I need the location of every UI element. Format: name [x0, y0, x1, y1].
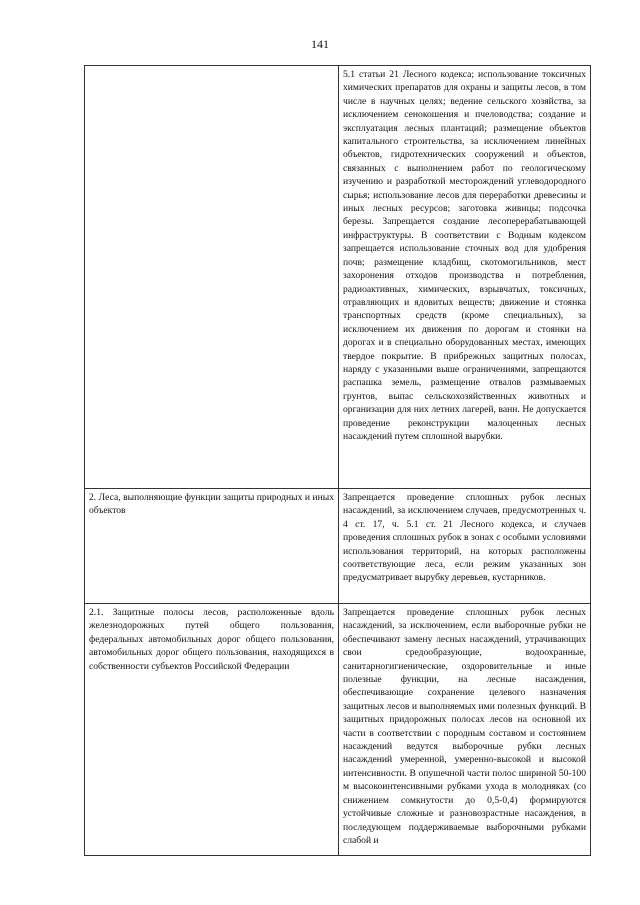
table-row	[85, 66, 591, 489]
page-number: 141	[311, 37, 329, 51]
regulations-table	[84, 65, 591, 856]
table-cell-restrictions	[339, 66, 591, 489]
table-row	[85, 604, 591, 856]
cell-text: 2. Леса, выполняющие функции защиты природных и иных объектов	[89, 492, 334, 517]
cell-text: Запрещается проведение сплошных рубок лесных насаждений, за исключением случаев, предусмотренных ч. 4 ст. 17, ч. 5.1 ст. 21 Лесного кодекса, и случаев проведения сплошных рубок в зонах с особыми условиями использования территорий, на которых расположены соответствующие леса, если режим указанных зон предусматривает вырубку деревьев, кустарников.	[343, 492, 586, 584]
table-row	[85, 489, 591, 604]
cell-text: 2.1. Защитные полосы лесов, расположенные вдоль железнодорожных путей общего пользования, федеральных автомобильных дорог общего пользования, автомобильных дорог общего пользования, находящихся в собственности субъектов Российской Федерации	[89, 607, 334, 672]
table-cell-restrictions	[339, 604, 591, 856]
table-cell-forest-category	[85, 604, 339, 856]
cell-text: 5.1 статьи 21 Лесного кодекса; использование токсичных химических препаратов для охраны и защиты лесов, в том числе в научных целях; ведение сельского хозяйства, за исключением сенокошения и пчеловодства; создание и эксплуатация лесных плантаций; размещение объектов капитального строительства, за исключением линейных объектов, гидротехнических сооружений и объектов, связанных с выполнением работ по геологическому изучению и разработкой месторождений углеводородного сырья; использование лесов для переработки древесины и иных лесных ресурсов; заготовка живицы; подсочка березы. Запрещается создание лесоперерабатывающей инфраструктуры. В соответствии с Водным кодексом запрещается использование сточных вод для удобрения почв; размещение кладбищ, скотомогильников, мест захоронения отходов производства и потребления, радиоактивных, химических, взрывчатых, токсичных, отравляющих и ядовитых веществ; движение и стоянка транспортных средств (кроме специальных), за исключением их движения по дорогам и стоянки на дорогах и в специально оборудованных местах, имеющих твердое покрытие. В прибрежных защитных полосах, наряду с указанными выше ограничениями, запрещаются распашка земель, размещение отвалов размываемых грунтов, выпас сельскохозяйственных животных и организации для них летних лагерей, ванн. Не допускается проведение реконструкции малоценных лесных насаждений путем сплошной вырубки.	[343, 69, 586, 442]
table-cell-restrictions	[339, 489, 591, 604]
table-cell-forest-category	[85, 66, 339, 489]
table-cell-forest-category	[85, 489, 339, 604]
cell-text: Запрещается проведение сплошных рубок лесных насаждений, за исключением, если выборочные рубки не обеспечивают замену лесных насаждений, утрачивающих свои средообразующие, водоохранные, санитарногигиенические, оздоровительные и иные полезные функции, на лесные насаждения, обеспечивающие сохранение целевого назначения защитных лесов и выполняемых ими полезных функций. В защитных придорожных полосах лесов на основной их части в соответствии с породным составом и состоянием насаждений ведутся выборочные рубки лесных насаждений умеренной, умеренно-высокой и высокой интенсивности. В опушечной части полос шириной 50-100 м высокоинтенсивными рубками ухода в молодняках (со снижением сомкнутости до 0,5-0,4) формируются устойчивые сложные и разновозрастные насаждения, в последующем поддерживаемые выборочными рубками слабой и	[343, 607, 586, 846]
